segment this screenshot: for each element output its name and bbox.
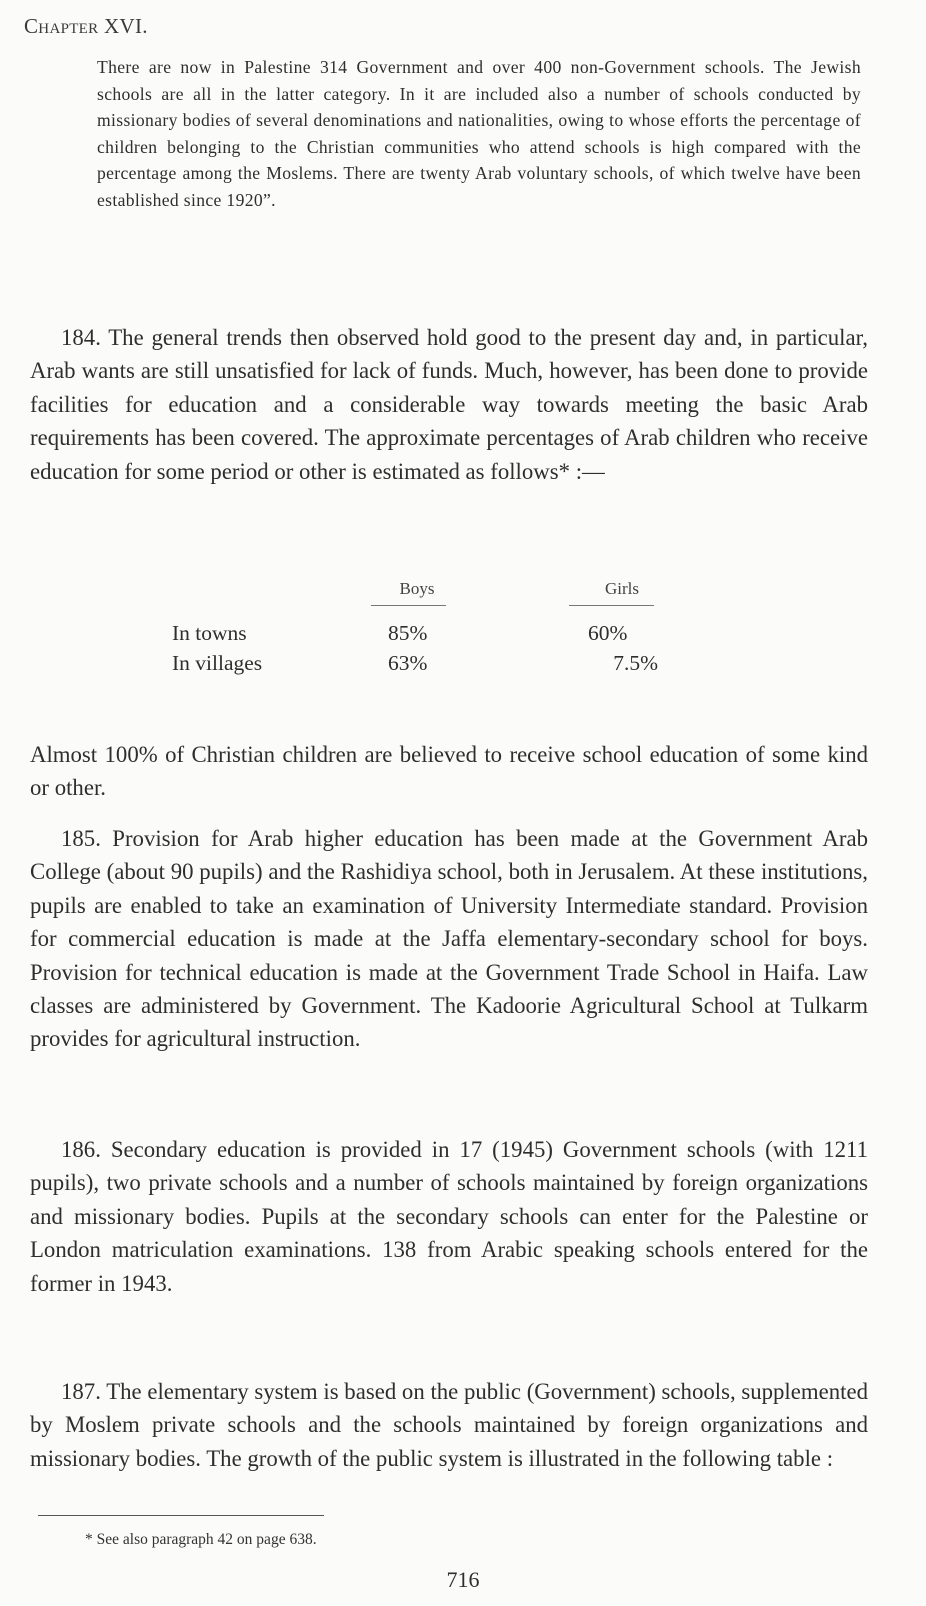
chapter-number: XVI. — [104, 14, 148, 38]
paragraph-184: 184. The general trends then observed hold good to the present day and, in particular, Arab wants are still unsatisfied for lack of funds. Much, however, has been done to provide facilities for education and a considerable way towards meeting the basic Arab requirements has been covered. The approximate percentages of Arab children who receive education for some period or other is estimated as follows* :— — [30, 325, 868, 484]
header-underline — [569, 605, 654, 606]
paragraph-185: 185. Provision for Arab higher education has been made at the Government Arab College (about 90 pupils) and the Rashidiya school, both in Jerusalem. At these institutions, pupils are enabled to take an examination of University Intermediate standard. Provision for commercial education is made at the Jaffa elementary-secondary school for boys. Provision for technical education is made at the Government Trade School in Haifa. Law classes are administered by Government. The Kadoorie Agricultural School at Tulkarm provides for agricultural instruction. — [30, 826, 868, 1052]
education-percentage-table — [0, 575, 926, 685]
boys-value: 63% — [388, 651, 428, 675]
chapter-label: Chapter — [24, 14, 99, 38]
boys-value: 85% — [388, 621, 428, 645]
footnote: * See also paragraph 42 on page 638. — [85, 1531, 317, 1548]
column-header-boys: Boys — [399, 579, 435, 598]
christian-children-note: Almost 100% of Christian children are believed to receive school education of some kind or other. — [30, 742, 868, 801]
row-label: In villages — [172, 651, 263, 675]
paragraph-186: 186. Secondary education is provided in 17 (1945) Government schools (with 1211 pupils), two private schools and a number of schools maintained by foreign organizations and missionary bodies. Pupils at the secondary schools can enter for the Palestine or London matriculation examinations. 138 from Arabic speaking schools entered for the former in 1943. — [30, 1137, 868, 1296]
column-header-girls: Girls — [605, 579, 639, 598]
footnote-divider — [38, 1515, 324, 1516]
girls-value: 7.5% — [613, 651, 658, 675]
row-label: In towns — [172, 621, 247, 645]
paragraph-187: 187. The elementary system is based on the public (Government) schools, supplemented by Moslem private schools and the schools maintained by foreign organizations and missionary bodies. The growth of the public system is illustrated in the following table : — [30, 1379, 868, 1471]
quoted-passage: There are now in Palestine 314 Government and over 400 non-Government schools. The Jewish schools are all in the latter category. In it are included also a number of schools conducted by missionary bodies of several denominations and nationalities, owing to whose efforts the percentage of children belonging to the Christian communities who attend schools is high compared with the percentage among the Moslems. There are twenty Arab voluntary schools, of which twelve have been established since 1920”. — [97, 57, 861, 210]
header-underline — [371, 605, 446, 606]
chapter-heading — [24, 14, 148, 39]
page-number: 716 — [446, 1567, 480, 1592]
girls-value: 60% — [588, 621, 628, 645]
